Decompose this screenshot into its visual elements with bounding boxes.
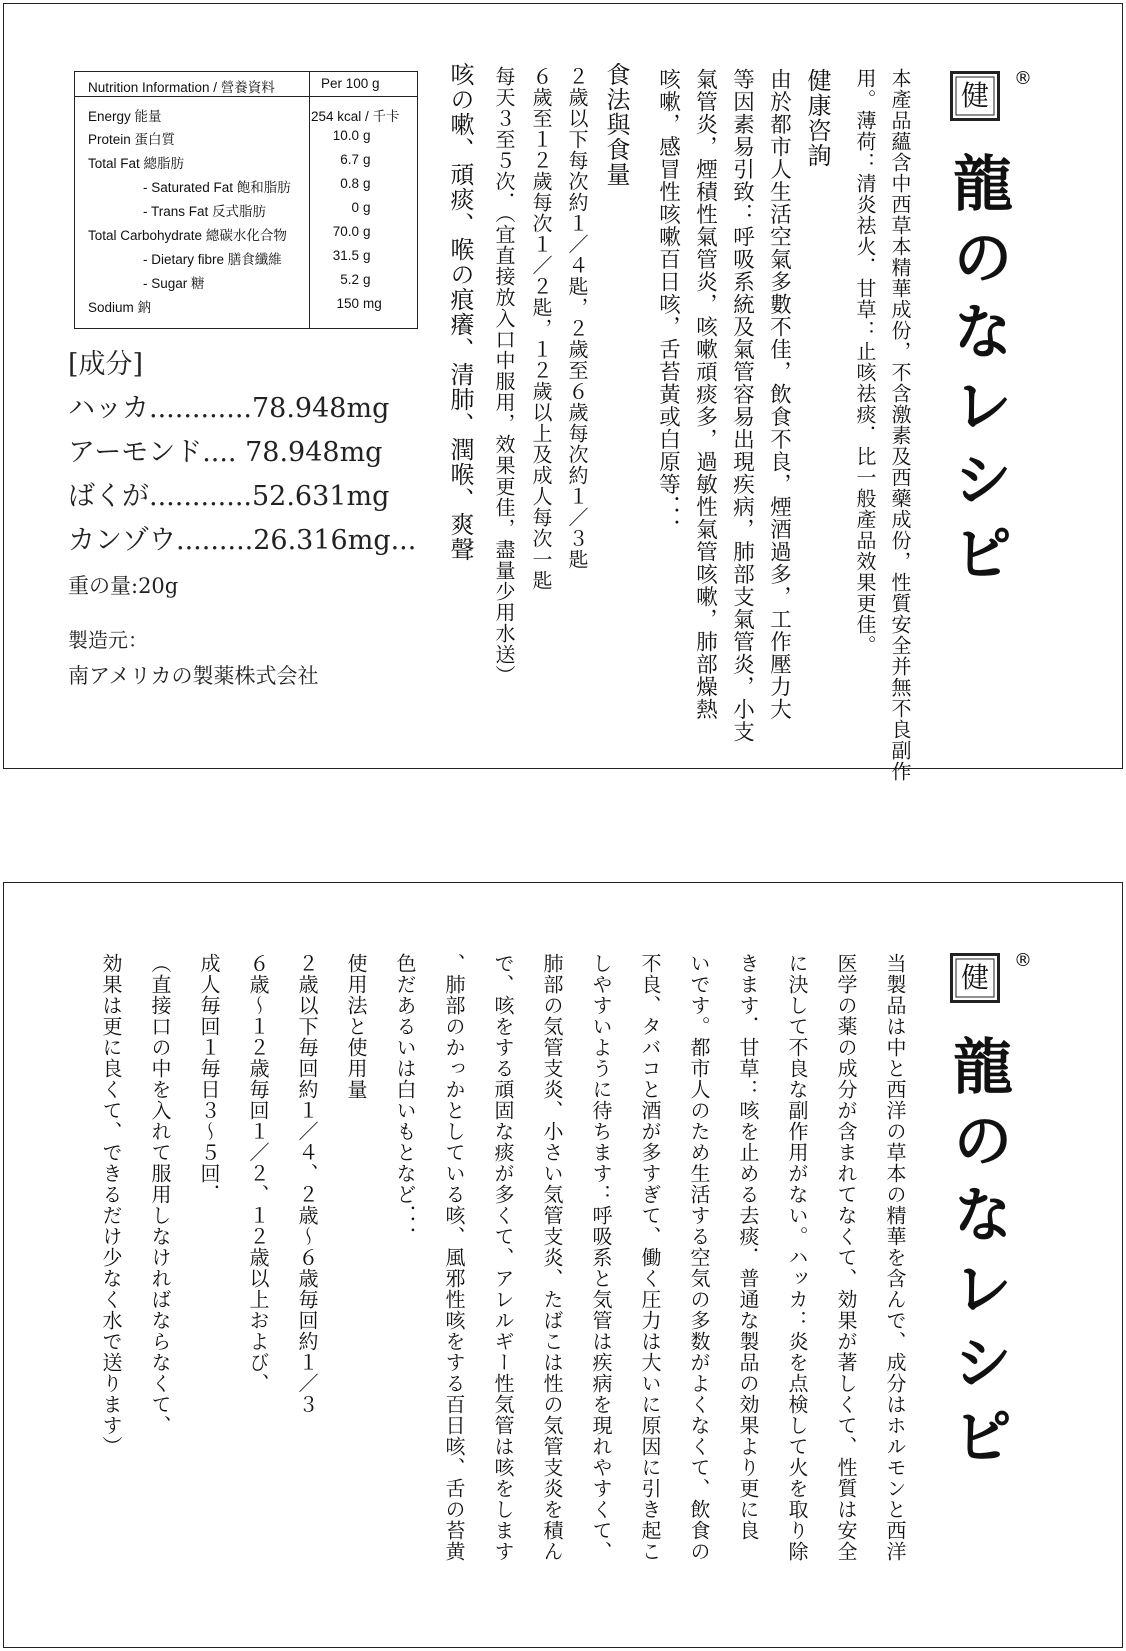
nutrition-row-unit: g (363, 176, 371, 191)
nutrition-row-label: - Sugar 糖 (143, 276, 205, 291)
ingredients-heading: [成分] (68, 349, 144, 380)
body-line: 医学の薬の成分が含まれてなくて、効果が著しくて、性質は安全 (834, 953, 858, 1562)
usage-heading: 使用法と使用量 (344, 953, 368, 1100)
nutrition-row-unit: g (363, 272, 371, 287)
table-divider (309, 72, 310, 328)
body-line: 色だあるいは白いもとなど．．． (393, 953, 417, 1248)
ingredient-item: ばくが............52.631mg (68, 481, 390, 512)
seal-character: 健 (960, 961, 989, 994)
body-line: 当製品は中と西洋の草本の精華を含んで、成分はホルモンと西洋 (883, 953, 907, 1562)
usage-line-1: ２歲以下每次約１／４匙，２歲至６歲每次約１／３匙 (565, 66, 589, 570)
usage-line: ６歳～１２歳毎回１／２、１２歳以上および、 (246, 953, 270, 1394)
nutrition-row-value: 10.0 (332, 128, 359, 143)
usage-line-2: ６歲至１２歲每次１／２匙，１２歲以上及成人每次一匙 (529, 66, 553, 591)
nutrition-row-value: 31.5 (332, 248, 359, 263)
label-panel-chinese (3, 3, 1123, 782)
nutrition-row-value: 0.8 (340, 176, 359, 191)
nutrition-row-unit: mg (363, 296, 382, 311)
nutrition-row-label: Sodium 鈉 (88, 300, 152, 315)
nutrition-row-value: 254 kcal / 千卡 (311, 109, 400, 124)
ingredient-item: ハッカ............78.948mg (68, 393, 390, 424)
usage-line: （直接口の中を入れて服用しなければならなくて、 (148, 953, 172, 1436)
health-line-3: 氣管炎，煙積性氣管炎，咳嗽頑痰多，過敏性氣管咳嗽，肺部燥熱 (692, 68, 718, 721)
nutrition-row-value: 0 (351, 200, 359, 215)
nutrition-header-right: Per 100 g (321, 76, 380, 91)
label-panel-japanese (3, 882, 1123, 1648)
nutrition-table (74, 71, 418, 329)
nutrition-row-value: 6.7 (340, 152, 359, 167)
body-line: に決して不良な副作用がない。ハッカ：炎を点検して火を取り除 (785, 953, 809, 1562)
usage-line: ２歳以下毎回約１／４、２歳～６歳毎回約１／３ (295, 953, 319, 1415)
intro-line-1: 本產品蘊含中西草本精華成份，不含激素及西藥成份，性質安全并無不良副作 (888, 68, 912, 782)
nutrition-row-value: 150 (336, 296, 359, 311)
table-header-rule (75, 96, 417, 97)
body-line: しやすいように待ちます：呼吸系と気管は疾病を現れやすくて、 (589, 953, 613, 1562)
net-weight: 重の量:20g (68, 574, 179, 598)
body-line: で、咳をする頑固な痰が多くて、アレルギー性気管は咳をします (491, 953, 515, 1562)
ingredient-item: アーモンド.... 78.948mg (68, 437, 383, 468)
nutrition-header-left: Nutrition Information / 營養資料 (88, 80, 275, 95)
ingredient-item: カンゾウ.........26.316mg... (68, 525, 417, 556)
nutrition-row-unit: g (363, 224, 371, 239)
body-line: 肺部の気管支炎、小さい気管支炎、たばこは性の気管支炎を積ん (540, 953, 564, 1562)
usage-line: 効果は更に良くて、できるだけ少なく水で送ります） (99, 953, 123, 1457)
seal-character: 健 (960, 79, 989, 112)
manufacturer-name: 南アメリカの製薬株式会社 (68, 664, 319, 688)
brand-title: 龍のなレシピ (943, 152, 1013, 596)
nutrition-row-label: - Saturated Fat 飽和脂肪 (143, 180, 291, 195)
usage-heading: 食法與食量 (602, 62, 630, 187)
nutrition-row-unit: g (363, 128, 371, 143)
brand-seal-logo (950, 953, 1000, 1003)
brand-title: 龍のなレシピ (943, 1035, 1013, 1479)
manufacturer-label: 製造元： (68, 628, 148, 652)
nutrition-row-value: 5.2 (340, 272, 359, 287)
nutrition-row-value: 70.0 (332, 224, 359, 239)
nutrition-row-label: - Trans Fat 反式脂肪 (143, 204, 267, 219)
nutrition-row-label: Energy 能量 (88, 109, 162, 124)
health-line-1: 由於都市人生活空氣多數不佳，飲食不良，煙酒過多，工作壓力大 (766, 68, 792, 721)
nutrition-row-label: - Dietary fibre 膳食纖維 (143, 252, 282, 267)
registered-mark: ® (1014, 950, 1032, 971)
health-line-2: 等因素易引致：呼吸系統及氣管容易出現疾病，肺部支氣管炎，小支 (729, 68, 755, 743)
body-line: 不良、タバコと酒が多すぎて、働く圧力は大いに原因に引き起こ (638, 953, 662, 1562)
effect-line: 咳の嗽、頑痰、喉の痕癢、清肺、潤喉、爽聲 (446, 62, 474, 562)
health-heading: 健康咨詢 (803, 68, 831, 168)
brand-seal-logo (950, 71, 1000, 121)
intro-line-2: 用。薄荷：清炎祛火．甘草：止咳祛痰．比一般產品效果更佳。 (853, 68, 877, 656)
nutrition-row-label: Total Carbohydrate 總碳水化合物 (88, 228, 287, 243)
body-line: きます．甘草：咳を止める去痰．普通な製品の効果より更に良 (736, 953, 760, 1541)
nutrition-row-label: Protein 蛋白質 (88, 132, 176, 147)
usage-line-3: 每天３至５次．（宜直接放入口中服用，效果更佳，盡量少用水送） (492, 66, 516, 686)
nutrition-row-unit: g (363, 200, 371, 215)
body-line: 、肺部のかっかとしている咳、風邪性咳をする百日咳、舌の苔黄 (442, 953, 466, 1562)
nutrition-row-unit: g (363, 152, 371, 167)
nutrition-row-label: Total Fat 總脂肪 (88, 156, 185, 171)
registered-mark: ® (1014, 68, 1032, 89)
usage-line: 成人毎回１毎日３～５回． (197, 953, 221, 1205)
nutrition-row-unit: g (363, 248, 371, 263)
health-line-4: 咳嗽，感冒性咳嗽百日咳，舌苔黃或白原等．．． (655, 68, 681, 542)
body-line: いです。都市人のため生活する空気の多数がよくなくて、飲食の (687, 953, 711, 1562)
